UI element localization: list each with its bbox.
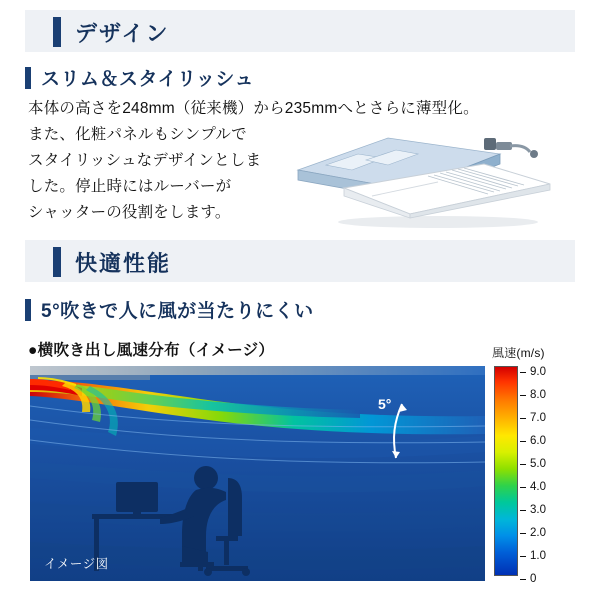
legend-title: 風速(m/s)	[492, 346, 545, 360]
legend-tick-label: 5.0	[530, 458, 546, 470]
body-line-3: スタイリッシュなデザインとしま	[28, 152, 262, 169]
legend-tick-label: 8.0	[530, 389, 546, 401]
figure-caption: イメージ図	[44, 557, 109, 571]
section-accent-bar	[53, 247, 61, 277]
legend-tick	[520, 573, 536, 585]
legend-tick	[520, 527, 546, 539]
airflow-velocity-figure	[30, 366, 485, 581]
section-header-comfort	[25, 240, 575, 284]
section-title: デザイン	[75, 20, 170, 46]
legend-tick	[520, 412, 546, 424]
legend-tick-label: 9.0	[530, 366, 546, 378]
body-line-5: シャッターの役割をします。	[28, 204, 231, 221]
body-line-2: また、化粧パネルもシンプルで	[28, 126, 247, 143]
legend-tick-label: 0	[530, 573, 537, 585]
sub-heading-slim-stylish	[25, 64, 254, 91]
sub-heading-label: 5°吹きで人に風が当たりにくい	[41, 301, 314, 322]
legend-color-bar	[494, 366, 518, 576]
body-line-1: 本体の高さを248mm（従来機）から235mmへとさらに薄型化。	[28, 100, 479, 117]
sub-heading-accent-bar	[25, 67, 31, 89]
airflow-heatmap	[30, 366, 485, 581]
velocity-legend	[492, 344, 592, 584]
sub-heading-airflow	[25, 296, 314, 323]
section-divider	[25, 282, 575, 284]
legend-ticks	[520, 358, 590, 585]
sub-heading-label: スリム＆スタイリッシュ	[41, 69, 254, 90]
legend-tick-label: 3.0	[530, 504, 546, 516]
legend-tick	[520, 550, 546, 562]
legend-tick	[520, 504, 546, 516]
sub-heading-accent-bar	[25, 299, 31, 321]
section-title: 快適性能	[75, 250, 172, 276]
figure-bullet-label: ●横吹き出し風速分布（イメージ）	[28, 342, 275, 359]
angle-label: 5°	[378, 396, 392, 412]
section-divider	[25, 52, 575, 54]
legend-tick-label: 7.0	[530, 412, 546, 424]
legend-tick-label: 4.0	[530, 481, 546, 493]
legend-tick-label: 2.0	[530, 527, 546, 539]
legend-tick-label: 1.0	[530, 550, 546, 562]
legend-tick	[520, 366, 546, 378]
legend-tick	[520, 435, 546, 447]
section-accent-bar	[53, 17, 61, 47]
body-line-4: した。停止時にはルーバーが	[28, 178, 232, 195]
section-header-design	[25, 10, 575, 54]
legend-tick	[520, 389, 546, 401]
legend-tick	[520, 458, 546, 470]
legend-tick-label: 6.0	[530, 435, 546, 447]
legend-tick	[520, 481, 546, 493]
indoor-unit-image	[288, 118, 560, 230]
